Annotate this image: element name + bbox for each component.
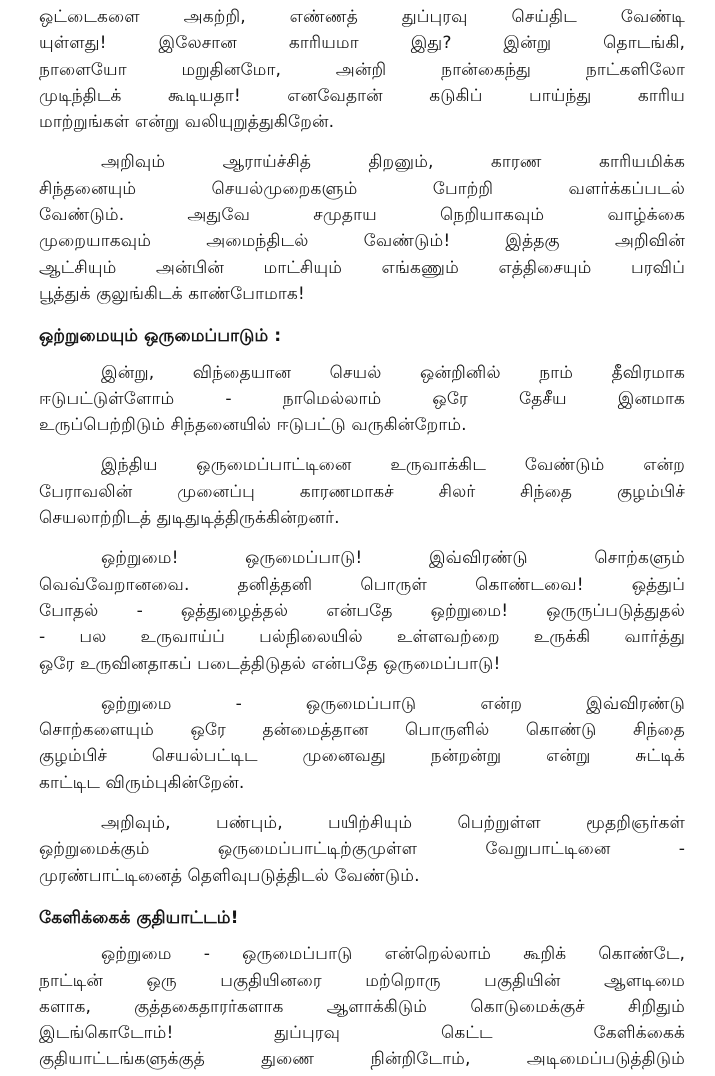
section-heading: ஒற்றுமையும் ஒருமைப்பாடும் : — [39, 326, 282, 347]
text-line: ஆட்சியும் அன்பின் மாட்சியும் எங்கணும் எத்திசையும் பரவிப் — [39, 257, 685, 278]
text-line: ஈடுபட்டுள்ளோம் - நாமெல்லாம் ஒரே தேசீய இனமாக — [39, 388, 685, 409]
text-line: குதியாட்டங்களுக்குத் துணை நின்றிடோம், அடிமைப்படுத்திடும் — [39, 1049, 685, 1070]
text-line: அறிவும், பண்பும், பயிற்சியும் பெற்றுள்ள மூதறிஞர்கள் — [101, 813, 685, 834]
text-line: ஒற்றுமை - ஒருமைப்பாடு என்றெல்லாம் கூறிக் கொண்டே, — [101, 944, 685, 965]
text-line: வெவ்வேறானவை. தனித்தனி பொருள் கொண்டவை! ஒத்துப் — [39, 574, 685, 595]
text-line: சிந்தனையும் செயல்முறைகளும் போற்றி வளர்க்கப்படல் — [39, 178, 685, 199]
text-line: சொற்களையும் ஒரே தன்மைத்தான பொருளில் கொண்டு சிந்தை — [39, 720, 685, 741]
paragraph-5 — [39, 545, 685, 676]
text-line: ஒற்றுமை! ஒருமைப்பாடு! இவ்விரண்டு சொற்களும் — [101, 548, 685, 569]
text-line: அறிவும் ஆராய்ச்சித் திறனும், காரண காரியமிக்க — [101, 152, 685, 173]
text-line: பூத்துக் குலுங்கிடக் காண்போமாக! — [39, 283, 305, 304]
text-line: முடிந்திடக் கூடியதா! எனவேதான் கடுகிப் பாய்ந்து காரிய — [39, 85, 685, 106]
text-line: பேராவலின் முனைப்பு காரணமாகச் சிலர் சிந்தை குழம்பிச் — [39, 481, 685, 502]
text-line: செயலாற்றிடத் துடிதுடித்திருக்கின்றனர். — [39, 508, 340, 529]
text-line: மாற்றுங்கள் என்று வலியுறுத்துகிறேன். — [39, 112, 335, 133]
text-line: நாட்டின் ஒரு பகுதியினரை மற்றொரு பகுதியின் ஆளடிமை — [39, 970, 685, 991]
text-line: வேண்டும். அதுவே சமுதாய நெறியாகவும் வாழ்க்கை — [39, 205, 685, 226]
paragraph-4 — [39, 452, 685, 531]
text-line: போதல் - ஒத்துழைத்தல் என்பதே ஒற்றுமை! ஒருருப்படுத்துதல் — [39, 600, 685, 621]
text-line: முறையாகவும் அமைந்திடல் வேண்டும்! இத்தகு அறிவின் — [39, 231, 685, 252]
paragraph-3 — [39, 360, 685, 439]
text-line: ஒட்டைகளை அகற்றி, எண்ணத் துப்புரவு செய்திட வேண்டி — [39, 7, 685, 27]
text-line: ஒற்றுமை - ஒருமைப்பாடு என்ற இவ்விரண்டு — [101, 693, 685, 714]
text-line: களாக, குத்தகைதாரர்களாக ஆளாக்கிடும் கொடுமைக்குச் சிறிதும் — [39, 996, 685, 1017]
text-line: - பல உருவாய்ப் பல்நிலையில் உள்ளவற்றை உருக்கி வார்த்து — [39, 627, 685, 648]
text-line: ஒற்றுமைக்கும் ஒருமைப்பாட்டிற்குமுள்ள வேறுபாட்டினை - — [39, 839, 685, 860]
paragraph-8 — [39, 941, 685, 1072]
text-line: காட்டிட விரும்புகின்றேன். — [39, 772, 245, 793]
text-line: இடங்கொடோம்! துப்புரவு கெட்ட கேளிக்கைக் — [39, 1023, 685, 1044]
text-line: யுள்ளது! இலேசான காரியமா இது? இன்று தொடங்கி, — [39, 33, 685, 54]
text-line: உருப்பெற்றிடும் சிந்தனையில் ஈடுபட்டு வருகின்றோம். — [39, 415, 467, 436]
paragraph-7 — [39, 810, 685, 889]
text-line: இந்திய ஒருமைப்பாட்டினை உருவாக்கிட வேண்டும் என்ற — [101, 455, 685, 476]
text-line: நாளையோ மறுதினமோ, அன்றி நான்கைந்து நாட்களிலோ — [39, 59, 685, 80]
paragraph-6 — [39, 691, 685, 796]
paragraph-1 — [39, 4, 685, 135]
paragraph-2 — [39, 149, 685, 307]
text-line: இன்று, விந்தையான செயல் ஒன்றினில் நாம் தீவிரமாக — [101, 362, 685, 383]
text-line: ஒரே உருவினதாகப் படைத்திடுதல் என்பதே ஒருமைப்பாடு! — [39, 653, 501, 674]
section-heading: கேளிக்கைக் குதியாட்டம்! — [39, 907, 239, 928]
text-line: முரண்பாட்டினைத் தெளிவுபடுத்திடல் வேண்டும். — [39, 865, 420, 886]
text-line: குழம்பிச் செயல்பட்டிட முனைவது நன்றன்று என்று சுட்டிக் — [39, 746, 685, 767]
